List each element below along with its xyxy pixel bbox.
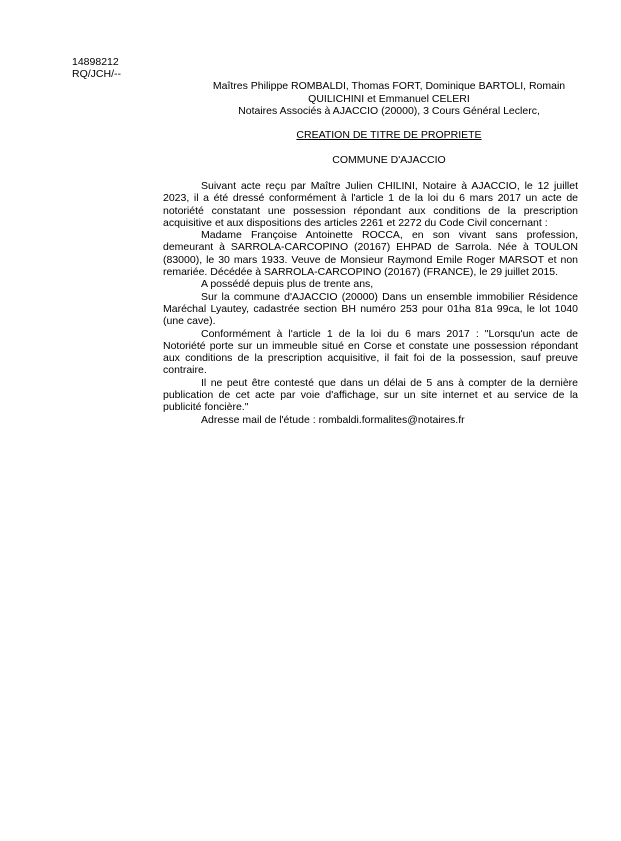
notaries-header bbox=[188, 80, 590, 118]
paragraph-property: Sur la commune d'AJACCIO (20000) Dans un ensemble immobilier Résidence Maréchal Lyautey, cadastrée section BH numéro 253 pour 01ha 81a 99ca, le lot 1040 (une cave). bbox=[163, 290, 578, 328]
header-line-1: Maîtres Philippe ROMBALDI, Thomas FORT, Dominique BARTOLI, Romain bbox=[212, 80, 566, 92]
paragraph-email: Adresse mail de l'étude : rombaldi.formalites@notaires.fr bbox=[201, 413, 465, 426]
paragraph-possession: A possédé depuis plus de trente ans, bbox=[201, 278, 374, 291]
paragraph-person: Madame Françoise Antoinette ROCCA, en son vivant sans profession, demeurant à SARROLA-CARCOPINO (20167) EHPAD de Sarrola. Née à TOULON (83000), le 30 mars 1933. Veuve de Monsieur Raymond Emile Roger MARSOT et non remariée. Décédée à SARROLA-CARCOPINO (20167) (FRANCE), le 29 juillet 2015. bbox=[163, 229, 578, 279]
reference-number: 14898212 bbox=[72, 56, 119, 68]
header-line-2: QUILICHINI et Emmanuel CELERI bbox=[308, 92, 470, 105]
notice-body bbox=[163, 180, 578, 426]
commune-heading: COMMUNE D'AJACCIO bbox=[332, 154, 446, 166]
reference-block bbox=[72, 56, 121, 80]
paragraph-intro: Suivant acte reçu par Maître Julien CHILINI, Notaire à AJACCIO, le 12 juillet 2023, il a été dressé conformément à l'article 1 de la loi du 6 mars 2017 un acte de notoriété constatant une possession répondant aux conditions de la prescription acquisitive et aux dispositions des articles 2261 et 2272 du Code Civil concernant : bbox=[163, 180, 578, 229]
document-title: CREATION DE TITRE DE PROPRIETE bbox=[296, 129, 482, 141]
paragraph-contest-delay: Il ne peut être contesté que dans un délai de 5 ans à compter de la dernière publication de cet acte par voie d'affichage, sur un site internet et au service de la publicité foncière." bbox=[163, 376, 578, 414]
header-line-3: Notaires Associés à AJACCIO (20000), 3 Cours Général Leclerc, bbox=[238, 105, 540, 117]
paragraph-law-quote: Conformément à l'article 1 de la loi du 6 mars 2017 : "Lorsqu'un acte de Notoriété porte sur un immeuble situé en Corse et constate une possession répondant aux conditions de la prescription acquisitive, il fait foi de la possession, sauf preuve contraire. bbox=[163, 327, 578, 377]
reference-code: RQ/JCH/-- bbox=[72, 68, 121, 80]
